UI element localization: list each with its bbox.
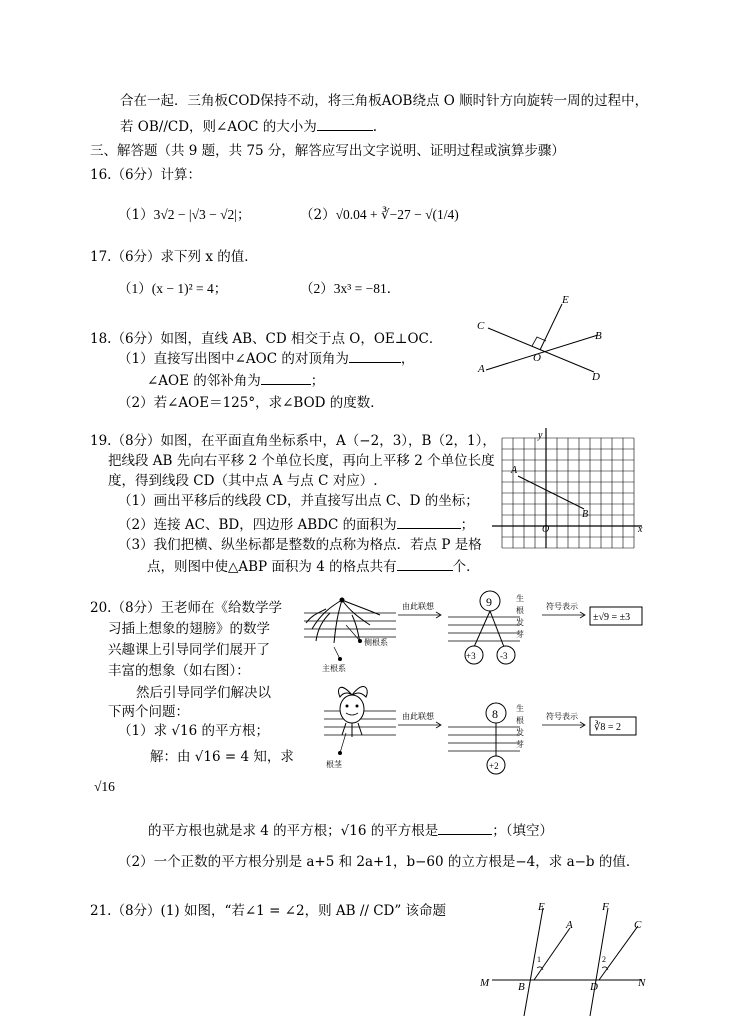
svg-text:发: 发 <box>516 728 524 737</box>
label-b: B <box>518 981 525 993</box>
label-o: O <box>533 352 541 364</box>
svg-text:根: 根 <box>516 716 524 725</box>
q19-part3a: （3）我们把横、纵坐标都是整数的点称为格点．若点 P 是格 <box>118 537 482 553</box>
result-1: ±√9 = ±3 <box>593 612 631 623</box>
ray-oe <box>540 304 562 350</box>
q15-line2: 若 OB//CD，则∠AOC 的大小为 . <box>120 116 377 136</box>
answer-blank <box>438 820 492 835</box>
label-b: B <box>595 330 602 342</box>
q15-line2-text: 若 OB//CD，则∠AOC 的大小为 <box>120 119 317 135</box>
num-plus3: +3 <box>466 651 476 661</box>
q18-part2: （2）若∠AOE＝125°，求∠BOD 的度数． <box>118 395 384 411</box>
label-c: C <box>477 320 485 332</box>
num-plus2: +2 <box>489 761 499 771</box>
label-c: C <box>634 919 642 931</box>
label-angle-2: 2 <box>602 955 606 964</box>
q20-solution-b: √16 <box>94 779 115 794</box>
label-assoc-1: 由此联想 <box>402 602 434 611</box>
num-eight: 8 <box>492 707 498 721</box>
q16-part1: （1）3√2 − |√3 − √2|； <box>118 207 251 223</box>
q17-part1: （1）(x − 1)² = 4； <box>118 281 228 296</box>
q20-part2: （2）一个正数的平方根分别是 a+5 和 2a+1，b−60 的立方根是−4，求 a−b 的值． <box>118 854 640 870</box>
q20-line5: 然后引导同学们解决以 <box>136 685 271 701</box>
answer-blank <box>261 370 311 385</box>
line-cd <box>488 328 594 372</box>
svg-text:生: 生 <box>516 594 524 603</box>
label-a: A <box>478 363 485 375</box>
q20-solution-a: 解：由 √16 = 4 知，求 <box>150 749 294 765</box>
q21-figure <box>478 896 658 1020</box>
q18-figure <box>470 290 620 385</box>
ray-ba <box>534 928 570 980</box>
label-a: A <box>566 919 573 931</box>
q19-part3b: 点，则图中使△ABP 面积为 4 的格点共有 个． <box>147 556 480 576</box>
section-heading: 三、解答题（共 9 题，共 75 分，解答应写出文字说明、证明过程或演算步骤） <box>90 143 565 159</box>
label-y-axis: y <box>538 430 543 441</box>
q18-stem: 18.（6分）如图，直线 AB、CD 相交于点 O，OE⊥OC． <box>90 331 443 347</box>
q20-line6: 下两个问题： <box>108 704 189 720</box>
coordinate-grid <box>492 428 642 548</box>
q16-expr2: √0.04 + ∛−27 − √(1/4) <box>335 207 459 222</box>
label-point-a: A <box>511 465 518 476</box>
label-root-stem: 根茎 <box>326 760 342 769</box>
svg-text:根: 根 <box>516 606 524 615</box>
nine-diagram <box>448 591 524 664</box>
label-assoc-2: 由此联想 <box>402 712 434 721</box>
line-ab <box>486 335 598 370</box>
svg-text:生: 生 <box>516 704 524 713</box>
q19-part1: （1）画出平移后的线段 CD，并直接写出点 C、D 的坐标； <box>118 493 479 509</box>
svg-text:芽: 芽 <box>516 630 524 639</box>
label-m: M <box>480 977 490 989</box>
num-nine: 9 <box>486 595 492 609</box>
label-e: E <box>562 294 569 306</box>
q16-part2: （2）√0.04 + ∛−27 − √(1/4) <box>300 207 459 223</box>
q17-part2: （2）3x³ = −81． <box>300 281 401 296</box>
q19-grid-figure <box>492 428 652 568</box>
q19-line2: 把线段 AB 先向右平移 2 个单位长度，再向上平移 2 个单位长度 <box>108 453 495 469</box>
q18-part1a: （1）直接写出图中∠AOC 的对顶角为 ， <box>118 348 414 368</box>
q20-line3: 兴趣课上引导同学们展开了 <box>108 642 270 658</box>
q15-line1: 合在一起．三角板COD保持不动，将三角板AOB绕点 O 顺时针方向旋转一周的过程中， <box>120 93 649 109</box>
q20-line4: 丰富的想象（如右图）： <box>108 663 250 679</box>
label-side-root: 侧根系 <box>364 638 388 647</box>
svg-text:发: 发 <box>516 618 524 627</box>
svg-text:芽: 芽 <box>516 740 524 749</box>
q20-solution-c: 的平方根也就是求 4 的平方根；√16 的平方根是 ；（填空） <box>148 820 553 840</box>
q20-figure <box>300 585 680 775</box>
label-e: E <box>538 901 545 913</box>
answer-blank <box>317 116 373 131</box>
num-minus3: -3 <box>500 651 508 661</box>
label-n: N <box>638 977 646 989</box>
answer-blank <box>349 348 401 363</box>
answer-blank <box>397 556 453 571</box>
ray-dc <box>599 926 638 980</box>
q20-line2: 习插上想象的翅膀》的数学 <box>108 621 270 637</box>
q19-stem: 19.（8分）如图，在平面直角坐标系中，A（−2，3），B（2，1）， <box>90 433 496 449</box>
q18-part1b: ∠AOE 的邻补角为 ； <box>147 370 324 390</box>
label-x-axis: x <box>638 524 643 535</box>
answer-blank <box>397 514 461 529</box>
label-point-b: B <box>582 509 589 520</box>
label-main-root: 主根系 <box>322 664 346 673</box>
label-f: F <box>602 901 609 913</box>
q19-line3: 度，得到线段 CD（其中点 A 与点 C 对应）. <box>108 473 378 489</box>
q19-part2: （2）连接 AC、BD，四边形 ABDC 的面积为 ； <box>118 514 474 534</box>
label-symbol-2: 符号表示 <box>546 712 578 721</box>
q21-stem: 21.（8分）(1) 如图，“若∠1 = ∠2，则 AB // CD” 该命题 <box>90 903 447 919</box>
result-2: ∛8 = 2 <box>594 722 622 733</box>
eight-diagram <box>448 703 524 774</box>
label-d: D <box>592 371 600 383</box>
q20-part1: （1）求 √16 的平方根； <box>118 723 269 739</box>
root-system-drawing <box>304 598 396 662</box>
q16-stem: 16.（6分）计算： <box>90 167 202 183</box>
q17-stem: 17.（6分）求下列 x 的值． <box>90 249 258 265</box>
q16-expr1: 3√2 − |√3 − √2|； <box>153 207 251 222</box>
sprout-drawing <box>324 686 396 755</box>
label-angle-1: 1 <box>537 955 541 964</box>
label-symbol-1: 符号表示 <box>546 602 578 611</box>
label-origin: O <box>542 524 550 535</box>
label-d: D <box>590 981 598 993</box>
q20-line1: 20.（8分）王老师在《给数学学 <box>90 600 283 616</box>
